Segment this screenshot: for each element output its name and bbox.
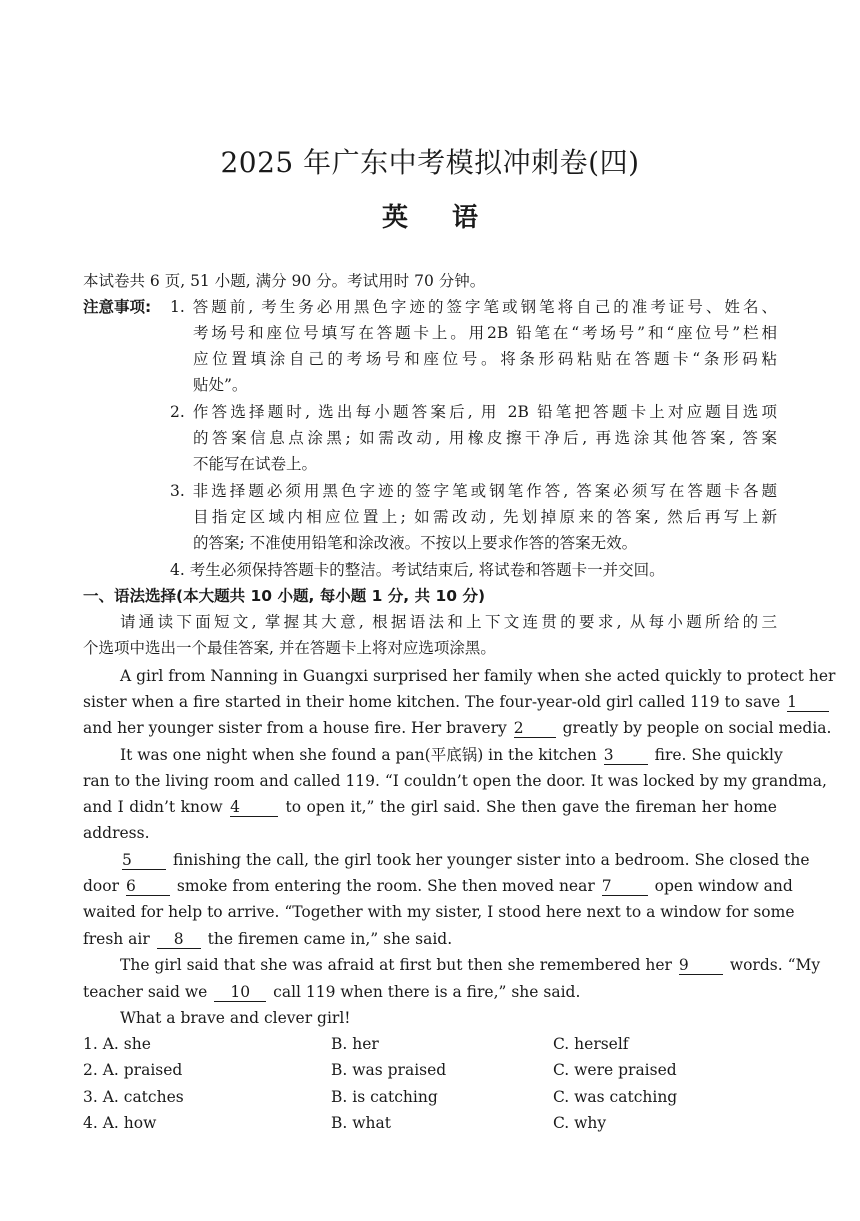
notice-label: 注意事项: <box>83 298 152 316</box>
option-2a: 2. A. praised <box>83 1061 183 1079</box>
passage-line: A girl from Nanning in Guangxi surprised her family when she acted quickly to protect her <box>120 667 836 685</box>
option-3a: 3. A. catches <box>83 1088 184 1106</box>
passage-line: It was one night when she found a pan(平底锅) in the kitchen 3 fire. She quickly <box>120 746 783 764</box>
notice-1-line-4: 贴处”。 <box>193 376 248 394</box>
notice-1-line-2: 考场号和座位号填写在答题卡上。用2B 铅笔在“考场号”和“座位号”栏相 <box>193 324 777 342</box>
notice-2-line-3: 不能写在试卷上。 <box>193 455 318 473</box>
passage-line: The girl said that she was afraid at first but then she remembered her 9 words. “My <box>120 956 821 974</box>
blank-2: 2 <box>514 719 556 738</box>
option-2c: C. were praised <box>553 1061 677 1079</box>
option-3b: B. is catching <box>331 1088 438 1106</box>
notice-3-line-3: 的答案; 不准使用铅笔和涂改液。不按以上要求作答的答案无效。 <box>193 534 638 552</box>
subject-char-1: 英 <box>381 203 408 233</box>
passage-line: fresh air 8 the firemen came in,” she said. <box>83 930 453 948</box>
option-1b: B. her <box>331 1035 379 1053</box>
passage-line: What a brave and clever girl! <box>120 1009 351 1027</box>
option-3c: C. was catching <box>553 1088 678 1106</box>
passage-line: ran to the living room and called 119. “I couldn’t open the door. It was locked by my grandma, <box>83 772 827 790</box>
subject-title <box>0 200 860 236</box>
blank-5: 5 <box>122 851 166 870</box>
passage-line: 5 finishing the call, the girl took her younger sister into a bedroom. She closed the <box>122 851 810 869</box>
notice-3-line-1: 3. 非选择题必须用黑色字迹的签字笔或钢笔作答, 答案必须写在答题卡各题 <box>170 482 777 500</box>
notice-4-line-1: 4. 考生必须保持答题卡的整洁。考试结束后, 将试卷和答题卡一并交回。 <box>170 561 665 579</box>
blank-6: 6 <box>126 877 170 896</box>
option-4c: C. why <box>553 1114 607 1132</box>
notice-1-line-1: 1. 答题前, 考生务必用黑色字迹的签字笔或钢笔将自己的准考证号、姓名、 <box>170 298 777 316</box>
passage-line: and I didn’t know 4 to open it,” the girl said. She then gave the fireman her home <box>83 798 777 816</box>
exam-intro: 本试卷共 6 页, 51 小题, 满分 90 分。考试用时 70 分钟。 <box>83 272 486 290</box>
section-instruction-line-1: 请通读下面短文, 掌握其大意, 根据语法和上下文连贯的要求, 从每小题所给的三 <box>120 613 777 631</box>
option-4a: 4. A. how <box>83 1114 157 1132</box>
option-4b: B. what <box>331 1114 391 1132</box>
notice-2-line-1: 2. 作答选择题时, 选出每小题答案后, 用 2B 铅笔把答题卡上对应题目选项 <box>170 403 777 421</box>
blank-10: 10 <box>214 983 266 1002</box>
option-1a: 1. A. she <box>83 1035 151 1053</box>
blank-4: 4 <box>230 798 278 817</box>
notice-1-line-3: 应位置填涂自己的考场号和座位号。将条形码粘贴在答题卡“条形码粘 <box>193 350 777 368</box>
blank-7: 7 <box>602 877 648 896</box>
blank-3: 3 <box>604 746 648 765</box>
notice-2-line-2: 的答案信息点涂黑; 如需改动, 用橡皮擦干净后, 再选涂其他答案, 答案 <box>193 429 777 447</box>
passage-line: waited for help to arrive. “Together with my sister, I stood here next to a window for some <box>83 903 795 921</box>
section-heading: 一、语法选择(本大题共 10 小题, 每小题 1 分, 共 10 分) <box>83 587 486 605</box>
passage-line: sister when a fire started in their home kitchen. The four-year-old girl called 119 to save 1 <box>83 689 777 715</box>
option-2b: B. was praised <box>331 1061 447 1079</box>
passage-line: door 6 smoke from entering the room. She then moved near 7 open window and <box>83 877 793 895</box>
passage-line: and her younger sister from a house fire. Her bravery 2 greatly by people on social media. <box>83 719 832 737</box>
exam-title: 2025 年广东中考模拟冲刺卷(四) <box>220 146 640 179</box>
blank-9: 9 <box>679 956 723 975</box>
subject-char-2: 语 <box>452 203 479 233</box>
blank-8: 8 <box>157 930 201 949</box>
option-1c: C. herself <box>553 1035 629 1053</box>
passage-line: teacher said we 10 call 119 when there is a fire,” she said. <box>83 983 581 1001</box>
notice-3-line-2: 目指定区域内相应位置上; 如需改动, 先划掉原来的答案, 然后再写上新 <box>193 508 777 526</box>
blank-1: 1 <box>787 693 829 712</box>
passage-line: address. <box>83 824 150 842</box>
section-instruction-line-2: 个选项中选出一个最佳答案, 并在答题卡上将对应选项涂黑。 <box>83 639 496 657</box>
